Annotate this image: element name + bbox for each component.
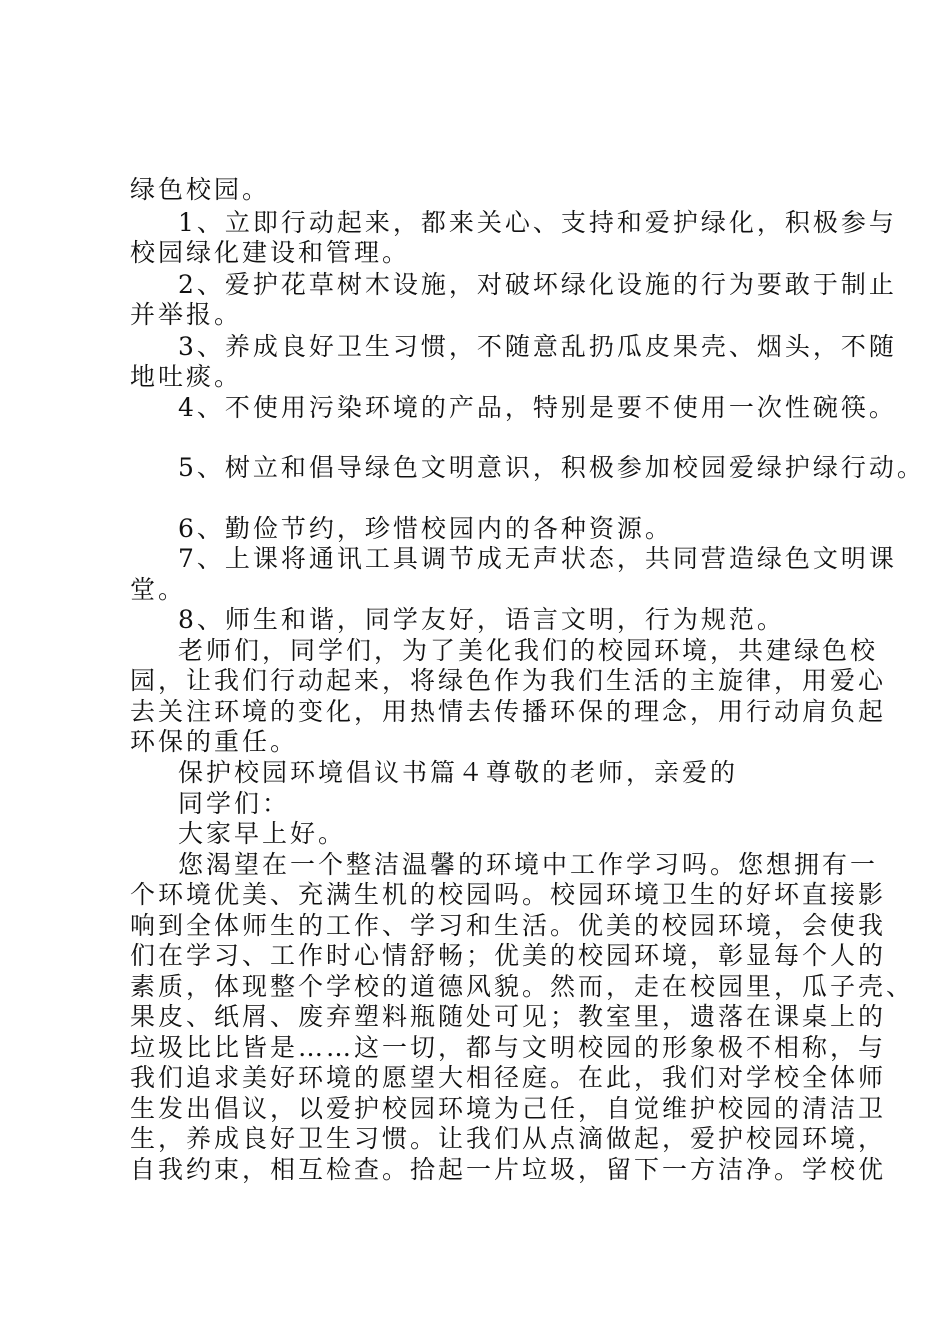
text-line: 3、养成良好卫生习惯，不随意乱扔瓜皮果壳、烟头，不随 <box>178 332 897 361</box>
text-line: 生发出倡议，以爱护校园环境为己任，自觉维护校园的清洁卫 <box>130 1094 887 1123</box>
text-line: 2、爱护花草树木设施，对破坏绿化设施的行为要敢于制止 <box>178 270 897 299</box>
text-line: 大家早上好。 <box>178 819 347 848</box>
text-line: 果皮、纸屑、废弃塑料瓶随处可见；教室里，遗落在课桌上的 <box>130 1002 887 1031</box>
text-line: 绿色校园。 <box>130 175 271 204</box>
text-line: 生，养成良好卫生习惯。让我们从点滴做起，爱护校园环境， <box>130 1124 887 1153</box>
text-line: 8、师生和谐，同学友好，语言文明，行为规范。 <box>178 605 785 634</box>
text-line: 1、立即行动起来，都来关心、支持和爱护绿化，积极参与 <box>178 208 897 237</box>
text-line: 6、勤俭节约，珍惜校园内的各种资源。 <box>178 514 673 543</box>
text-line: 保护校园环境倡议书篇４尊敬的老师，亲爱的 <box>178 758 739 787</box>
text-line: 同学们： <box>178 789 291 818</box>
text-line: 并举报。 <box>130 300 243 329</box>
text-line: 园，让我们行动起来，将绿色作为我们生活的主旋律，用爱心 <box>130 666 887 695</box>
text-line: 自我约束，相互检查。拾起一片垃圾，留下一方洁净。学校优 <box>130 1155 887 1184</box>
text-line: 素质，体现整个学校的道德风貌。然而，走在校园里，瓜子壳、 <box>130 972 915 1001</box>
text-line: 我们追求美好环境的愿望大相径庭。在此，我们对学校全体师 <box>130 1063 887 1092</box>
text-line: 校园绿化建设和管理。 <box>130 238 411 267</box>
text-line: 老师们，同学们，为了美化我们的校园环境，共建绿色校 <box>178 636 879 665</box>
text-line: 4、不使用污染环境的产品，特别是要不使用一次性碗筷。 <box>178 393 897 422</box>
text-line: 堂。 <box>130 575 187 604</box>
text-line: 们在学习、工作时心情舒畅；优美的校园环境，彰显每个人的 <box>130 941 887 970</box>
text-line: 地吐痰。 <box>130 362 243 391</box>
text-line: 您渴望在一个整洁温馨的环境中工作学习吗。您想拥有一 <box>178 850 879 879</box>
text-line: 5、树立和倡导绿色文明意识，积极参加校园爱绿护绿行动。 <box>178 453 925 482</box>
text-line: 响到全体师生的工作、学习和生活。优美的校园环境，会使我 <box>130 911 887 940</box>
text-line: 环保的重任。 <box>130 727 299 756</box>
text-line: 垃圾比比皆是……这一切，都与文明校园的形象极不相称，与 <box>130 1033 887 1062</box>
text-line: 个环境优美、充满生机的校园吗。校园环境卫生的好坏直接影 <box>130 880 887 909</box>
text-line: 去关注环境的变化，用热情去传播环保的理念，用行动肩负起 <box>130 697 887 726</box>
text-line: 7、上课将通讯工具调节成无声状态，共同营造绿色文明课 <box>178 544 897 573</box>
